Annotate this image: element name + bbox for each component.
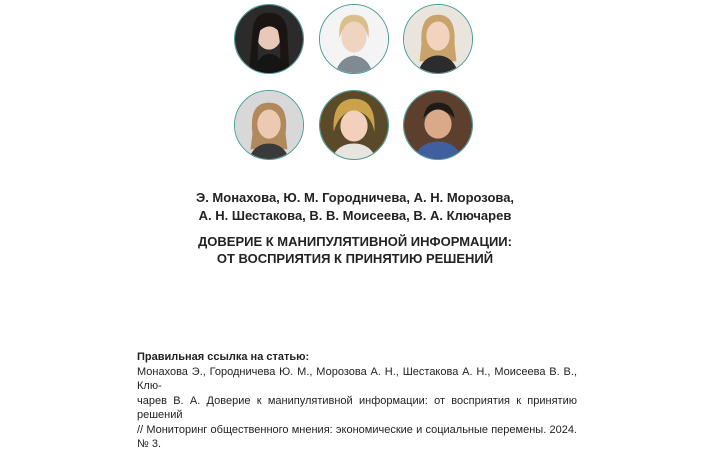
article-title-line-1: ДОВЕРИЕ К МАНИПУЛЯТИВНОЙ ИНФОРМАЦИИ: <box>198 234 512 249</box>
portrait-image <box>235 5 303 73</box>
portrait-image <box>320 5 388 73</box>
portrait-image <box>404 5 472 73</box>
author-photo-6 <box>403 90 473 160</box>
author-names-line-2: А. Н. Шестакова, В. В. Моисеева, В. А. Ключарев <box>198 208 512 223</box>
portrait-image <box>235 91 303 159</box>
author-photo-1 <box>234 4 304 74</box>
author-photo-5 <box>319 90 389 160</box>
citation-line-2: чарев В. А. Доверие к манипулятивной информации: от восприятия к принятию решений <box>137 394 577 421</box>
citation-label: Правильная ссылка на статью: <box>137 351 310 363</box>
citation-line-3: // Мониторинг общественного мнения: экономические и социальные перемены. 2024. № 3. <box>137 423 577 450</box>
portrait-image <box>320 91 388 159</box>
article-title <box>0 233 710 267</box>
author-names <box>0 189 710 225</box>
author-photo-4 <box>234 90 304 160</box>
portrait-image <box>404 91 472 159</box>
article-title-line-2: ОТ ВОСПРИЯТИЯ К ПРИНЯТИЮ РЕШЕНИЙ <box>216 251 494 266</box>
citation-line-1: Монахова Э., Городничева Ю. М., Морозова А. Н., Шестакова А. Н., Моисеева В. В., Клю- <box>137 365 577 392</box>
author-photo-3 <box>403 4 473 74</box>
author-photo-2 <box>319 4 389 74</box>
author-photos <box>0 0 710 170</box>
author-names-line-1: Э. Монахова, Ю. М. Городничева, А. Н. Морозова, <box>195 190 515 205</box>
citation-block <box>137 350 577 452</box>
